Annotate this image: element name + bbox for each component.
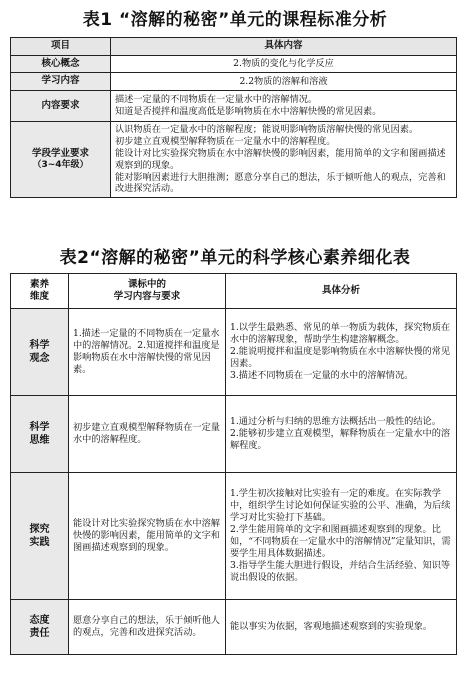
- content-line: 认识物质在一定量水中的溶解程度；能说明影响物质溶解快慢的常见因素。: [115, 123, 419, 135]
- dimension-line: 思维: [29, 435, 50, 446]
- content-line: 初步建立直观模型解释物质在一定量水中的溶解程度。: [115, 135, 336, 147]
- table-row: [11, 309, 457, 396]
- analysis-line: 2.能够初步建立直观模型，解释物质在一定量水中的溶解程度。: [230, 428, 451, 451]
- header-analysis: 具体分析: [226, 274, 457, 309]
- table2-title: 表2“溶解的秘密”单元的科学核心素养细化表: [59, 248, 411, 268]
- table-header-row: [11, 274, 457, 309]
- requirement-cell: 能设计对比实验探究物质在水中溶解快慢的影响因素，能用简单的文字和图画描述观察到的现象。: [69, 473, 226, 600]
- table-row: [11, 396, 457, 473]
- table-row: [11, 600, 457, 655]
- row-label: 核心概念: [11, 56, 111, 73]
- requirement-cell: 愿意分享自己的想法，乐于倾听他人的观点，完善和改进探究活动。: [69, 600, 226, 655]
- row-content: 2.物质的变化与化学反应: [111, 56, 457, 73]
- header-line: 维度: [29, 291, 49, 302]
- analysis-cell: [226, 396, 457, 473]
- dimension-line: 态度: [29, 614, 50, 626]
- table-row: [11, 56, 457, 73]
- row-label: [11, 121, 111, 198]
- table-row: [11, 473, 457, 600]
- header-line: 学习内容与要求: [113, 291, 181, 302]
- analysis-line: 1.学生初次接触对比实验有一定的难度。在实际教学中，组织学生讨论如何保证实验的公平、准确，为后续学习对比实验打下基础。: [230, 488, 451, 524]
- analysis-line: 2.学生能用简单的文字和图画描述观察到的现象。比如，“不同物质在一定量水中的溶解情况”定量知识，需要学生用具体数据描述。: [230, 524, 451, 559]
- analysis-cell: [226, 473, 457, 600]
- core-literacy-table: [10, 273, 457, 655]
- dimension-line: 科学: [29, 339, 50, 351]
- analysis-line: 3.描述不同物质在一定量的水中的溶解情况。: [230, 369, 414, 381]
- analysis-line: 3.指导学生能大胆进行假设，并结合生活经验、知识等说出假设的依据。: [230, 559, 451, 583]
- dimension-label: [11, 396, 69, 473]
- analysis-line: 能以事实为依据，客观地描述观察到的实验现象。: [230, 621, 433, 633]
- header-dimension: [11, 274, 69, 309]
- dimension-line: 观念: [29, 353, 50, 364]
- table-row: [11, 121, 457, 198]
- dimension-label: [11, 600, 69, 655]
- content-line: 能设计对比实验探究物质在水中溶解快慢的影响因素，能用简单的文字和图画描述观察到的现象。: [115, 147, 446, 171]
- row-content: [111, 90, 457, 121]
- curriculum-standard-table: [10, 37, 457, 198]
- dimension-label: [11, 473, 69, 600]
- dimension-line: 探究: [29, 523, 50, 535]
- header-content: 具体内容: [111, 38, 457, 56]
- requirement-cell: 初步建立直观模型解释物质在一定量水中的溶解程度。: [69, 396, 226, 473]
- content-line: 描述一定量的不同物质在一定量水中的溶解情况。: [115, 93, 318, 105]
- dimension-line: 科学: [29, 421, 50, 433]
- header-line: 素养: [29, 278, 49, 290]
- row-label-sub: （3~4年级）: [32, 159, 89, 170]
- content-line: 能对影响因素进行大胆推测；愿意分享自己的想法，乐于倾听他人的观点，完善和改进探究活动。: [115, 171, 446, 195]
- dimension-line: 责任: [29, 628, 50, 639]
- row-label-main: 学段学业要求: [31, 147, 89, 159]
- table1-title: 表1 “溶解的秘密”单元的课程标准分析: [82, 10, 388, 30]
- table-header-row: [11, 38, 457, 56]
- analysis-cell: [226, 600, 457, 655]
- table-row: [11, 73, 457, 90]
- requirement-cell: 1.描述一定量的不同物质在一定量水中的溶解情况。2.知道搅拌和温度是影响物质在水中溶解快慢的常见因素。: [69, 309, 226, 396]
- row-label: 学习内容: [11, 73, 111, 90]
- analysis-cell: [226, 309, 457, 396]
- dimension-label: [11, 309, 69, 396]
- row-content: 2.2物质的溶解和溶液: [111, 73, 457, 90]
- row-content: [111, 121, 457, 198]
- analysis-line: 1.通过分析与归纳的思维方法概括出一般性的结论。: [230, 416, 441, 428]
- header-item: 项目: [11, 38, 111, 56]
- analysis-line: 1.以学生最熟悉、常见的单一物质为载体，探究物质在水中的溶解现象，帮助学生构建溶解概念。: [230, 322, 451, 346]
- dimension-line: 实践: [29, 537, 50, 548]
- row-label: 内容要求: [11, 90, 111, 121]
- header-line: 课标中的: [127, 278, 166, 290]
- analysis-line: 2.能说明搅拌和温度是影响物质在水中溶解快慢的常见因素。: [230, 346, 451, 369]
- table-row: [11, 90, 457, 121]
- content-line: 知道是否搅拌和温度高低是影响物质在水中溶解快慢的常见因素。: [115, 105, 382, 117]
- header-requirements: [69, 274, 226, 309]
